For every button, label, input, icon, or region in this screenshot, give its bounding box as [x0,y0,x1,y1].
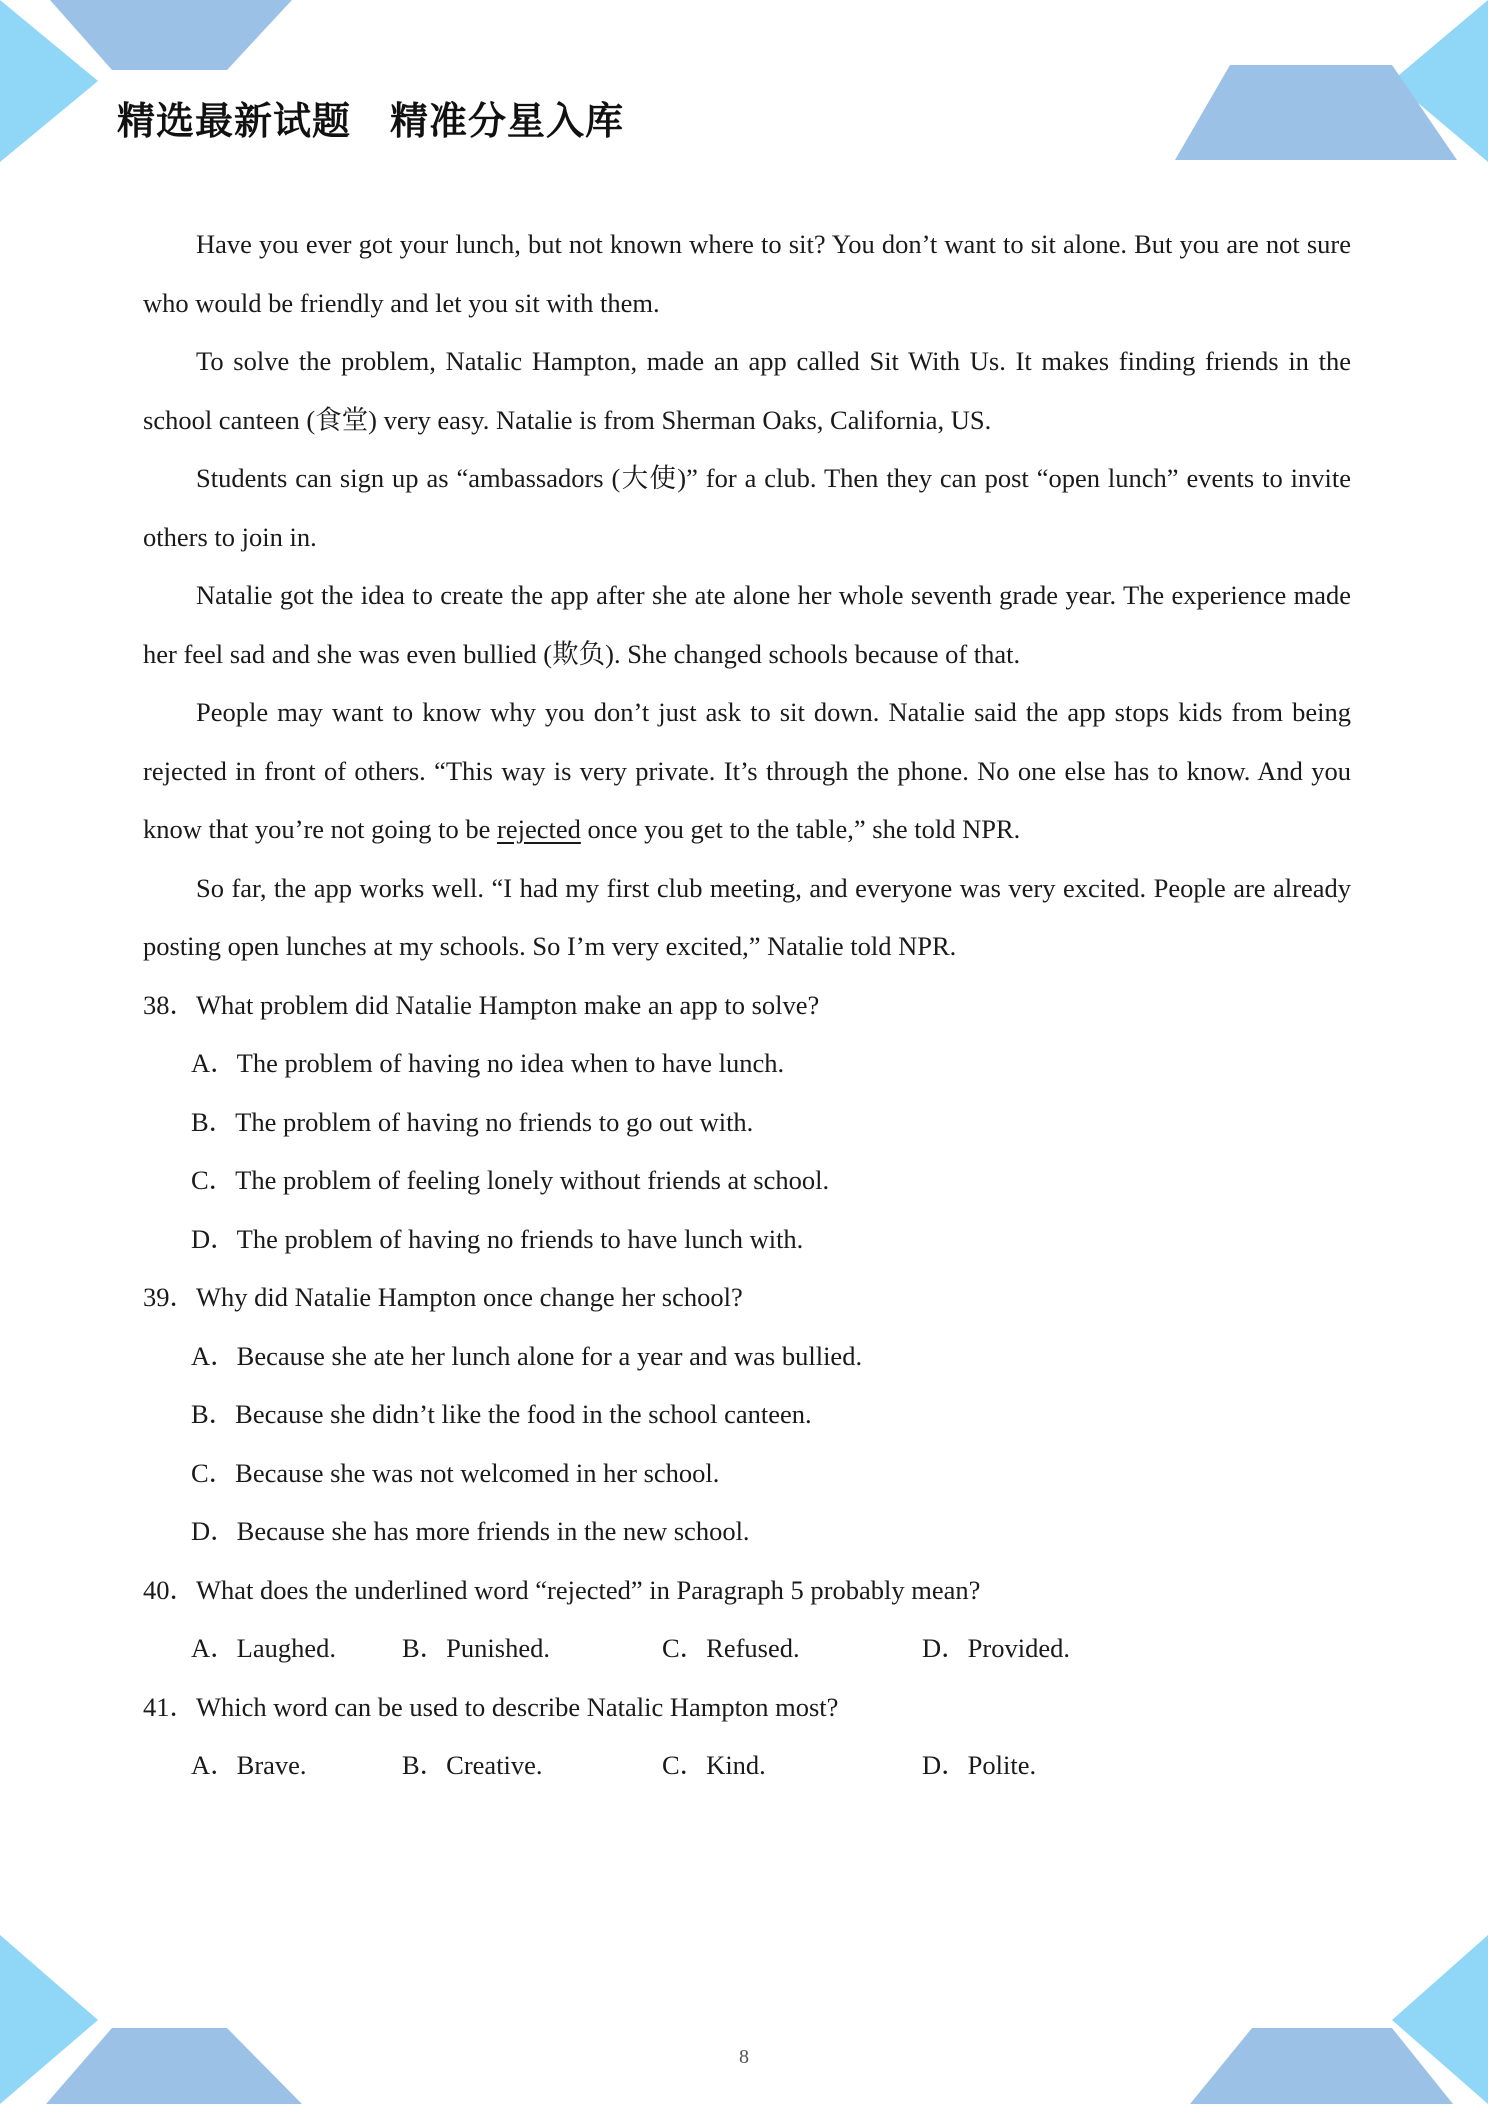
passage-paragraph-6: So far, the app works well. “I had my first club meeting, and everyone was very excited. People are already posting open lunches at my schools. So I’m very excited,” Natalie told NPR. [143,872,1351,961]
p5-text-before: People may want to know why you don’t just ask to sit down. Natalie said the app stops kids from being rejected in front of others. “This way is very private. It’s through the phone. No one else has to know. And you know that you’re not going to be [143,697,1351,844]
question-41-option-d: D．Polite. [922,1750,1037,1780]
header-title: 精选最新试题 精准分星入库 [117,99,625,143]
corner-trapezoid-top-left [50,0,292,70]
question-40-option-b: B．Punished. [402,1633,550,1663]
question-38-stem: 38．What problem did Natalie Hampton make an app to solve? [143,989,820,1020]
passage-paragraph-5 [143,683,1351,859]
question-40-option-c: C．Refused. [662,1633,800,1663]
p5-text-after: once you get to the table,” she told NPR. [580,814,1021,844]
question-41-options [143,1736,1351,1795]
question-38-option-c: C．The problem of feeling lonely without friends at school. [191,1165,830,1195]
question-40-stem: 40．What does the underlined word “rejected” in Paragraph 5 probably mean? [143,1574,981,1605]
question-39-option-a: A．Because she ate her lunch alone for a year and was bullied. [191,1340,863,1371]
question-40-option-d: D．Provided. [922,1633,1070,1663]
document-body [143,215,1351,1795]
passage-paragraph-2: To solve the problem, Natalic Hampton, made an app called Sit With Us. It makes finding friends in the school canteen (食堂) very easy. Natalie is from Sherman Oaks, California, US. [143,346,1351,435]
passage-paragraph-1: Have you ever got your lunch, but not known where to sit? You don’t want to sit alone. But you are not sure who would be friendly and let you sit with them. [143,229,1351,318]
page-number: 8 [739,2046,749,2068]
question-40-option-a: A．Laughed. [191,1633,336,1663]
question-41-option-b: B．Creative. [402,1750,543,1780]
passage-paragraph-3: Students can sign up as “ambassadors (大使)” for a club. Then they can post “open lunch” events to invite others to join in. [143,463,1351,552]
question-41-option-a: A．Brave. [191,1750,307,1780]
underlined-word: rejected [497,814,581,844]
question-40-options [143,1619,1351,1678]
question-38-option-b: B．The problem of having no friends to go out with. [191,1106,754,1137]
question-39-option-c: C．Because she was not welcomed in her school. [191,1457,720,1488]
question-38-option-a: A．The problem of having no idea when to have lunch. [191,1048,785,1078]
passage-paragraph-4: Natalie got the idea to create the app after she ate alone her whole seventh grade year. The experience made her feel sad and she was even bullied (欺负). She changed schools because of that. [143,580,1351,669]
question-41-stem: 41．Which word can be used to describe Natalic Hampton most? [143,1691,839,1722]
question-41-option-c: C．Kind. [662,1750,766,1780]
question-39-option-d: D．Because she has more friends in the new school. [191,1516,750,1546]
question-39-stem: 39．Why did Natalie Hampton once change her school? [143,1282,743,1312]
question-39-option-b: B．Because she didn’t like the food in the school canteen. [191,1399,812,1429]
question-38-option-d: D．The problem of having no friends to have lunch with. [191,1223,804,1254]
